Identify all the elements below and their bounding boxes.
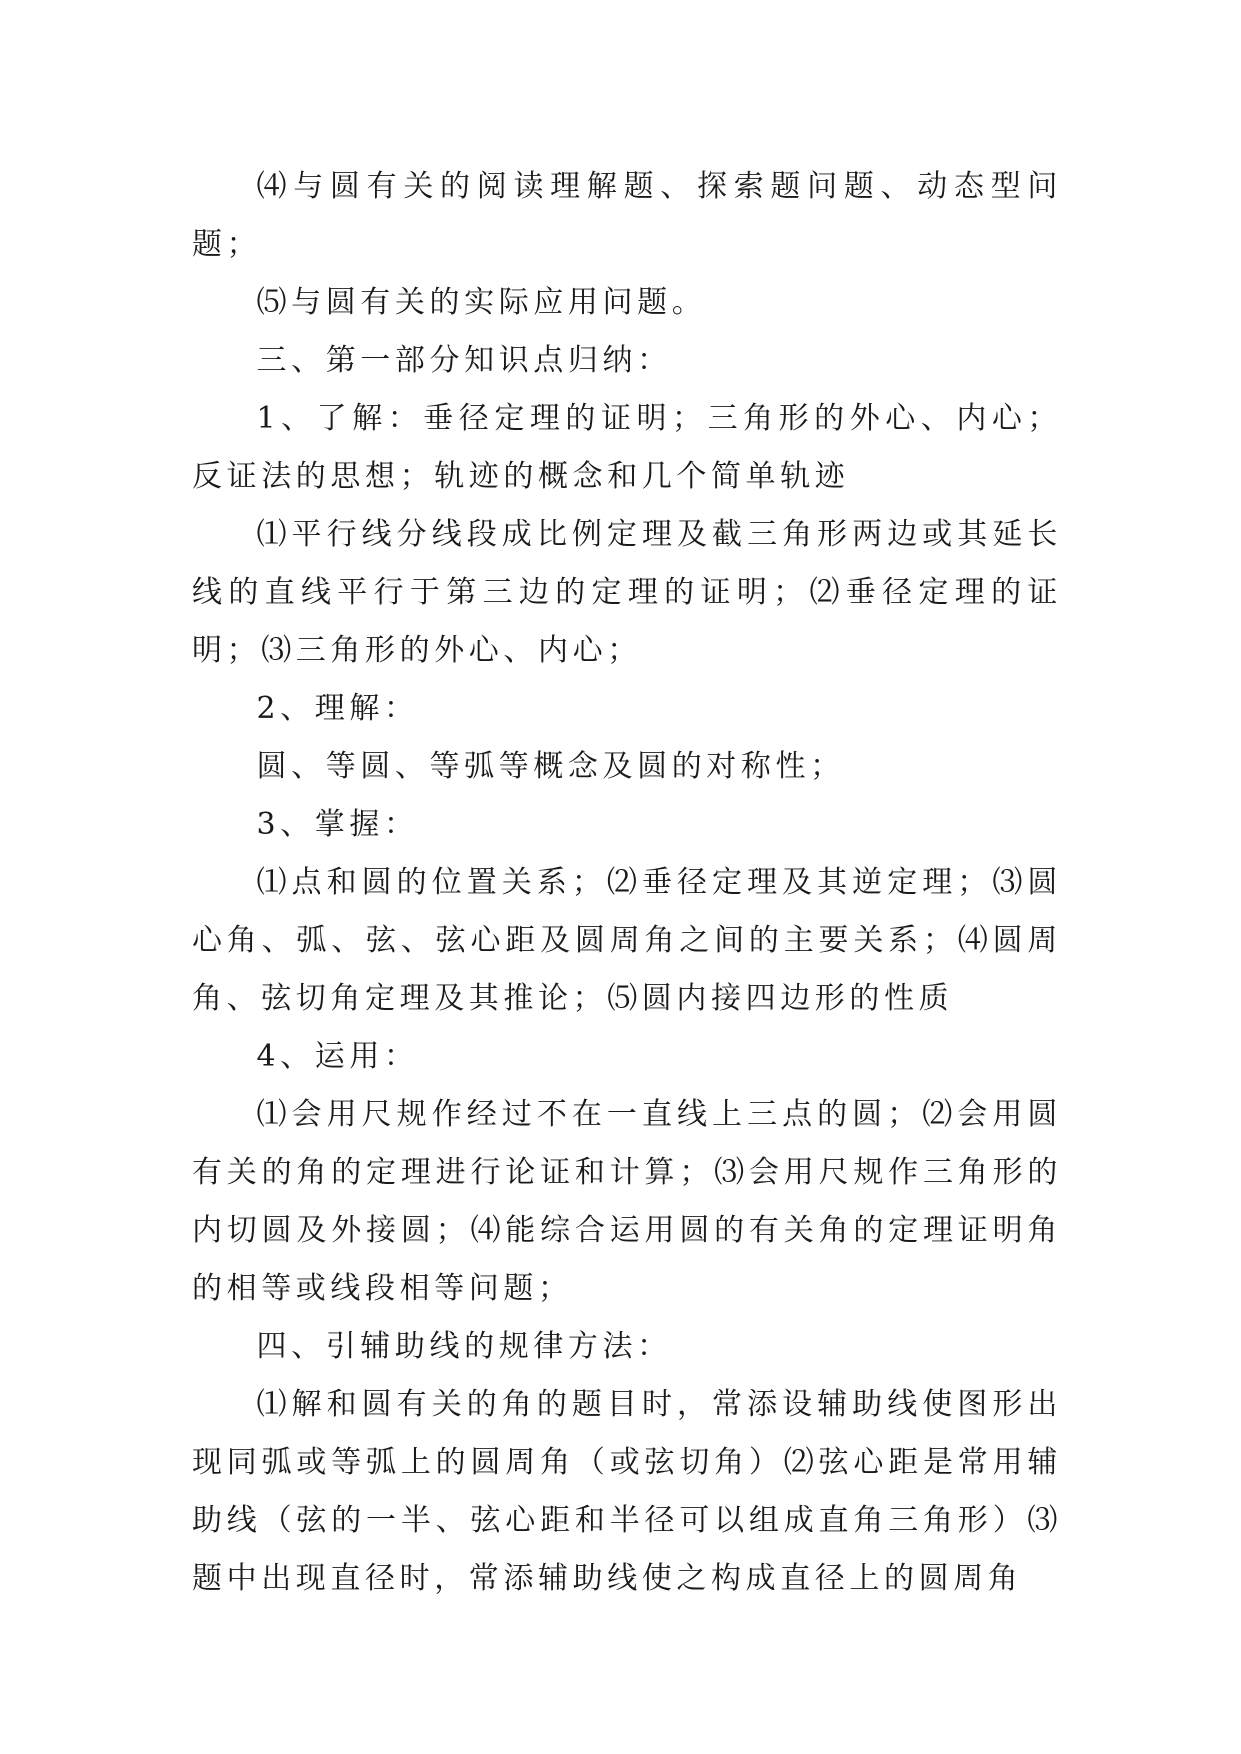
paragraph-master-list: ⑴点和圆的位置关系；⑵垂径定理及其逆定理；⑶圆心角、弧、弦、弦心距及圆周角之间的主要关系；⑷圆周角、弦切角定理及其推论；⑸圆内接四边形的性质 <box>192 865 1062 1016</box>
paragraph-item-4: ⑷与圆有关的阅读理解题、探索题问题、动态型问题； <box>192 169 1062 262</box>
paragraph-proofs-list: ⑴平行线分线段成比例定理及截三角形两边或其延长线的直线平行于第三边的定理的证明；⑵垂径定理的证明；⑶三角形的外心、内心； <box>192 517 1062 668</box>
subheading-master: 3、掌握： <box>256 807 419 842</box>
subheading-apply: 4、运用： <box>256 1039 419 1074</box>
document-body <box>192 158 1062 1608</box>
paragraph-apply-list: ⑴会用尺规作经过不在一直线上三点的圆；⑵会用圆有关的角的定理进行论证和计算；⑶会用尺规作三角形的内切圆及外接圆；⑷能综合运用圆的有关角的定理证明角的相等或线段相等问题； <box>192 1097 1062 1306</box>
section-heading-4: 四、引辅助线的规律方法： <box>256 1329 672 1364</box>
subheading-understand: 2、理解： <box>256 691 419 726</box>
paragraph-item-5: ⑸与圆有关的实际应用问题。 <box>256 285 707 320</box>
paragraph-auxiliary-lines: ⑴解和圆有关的角的题目时，常添设辅助线使图形出现同弧或等弧上的圆周角（或弦切角）⑵弦心距是常用辅助线（弦的一半、弦心距和半径可以组成直角三角形）⑶题中出现直径时，常添辅助线使之构成直径上的圆周角 <box>192 1387 1062 1596</box>
paragraph-circle-concepts: 圆、等圆、等弧等概念及圆的对称性； <box>256 749 845 784</box>
paragraph-understand-basics: 1、了解：垂径定理的证明；三角形的外心、内心；反证法的思想；轨迹的概念和几个简单轨迹 <box>192 401 1062 494</box>
section-heading-3: 三、第一部分知识点归纳： <box>256 343 672 378</box>
